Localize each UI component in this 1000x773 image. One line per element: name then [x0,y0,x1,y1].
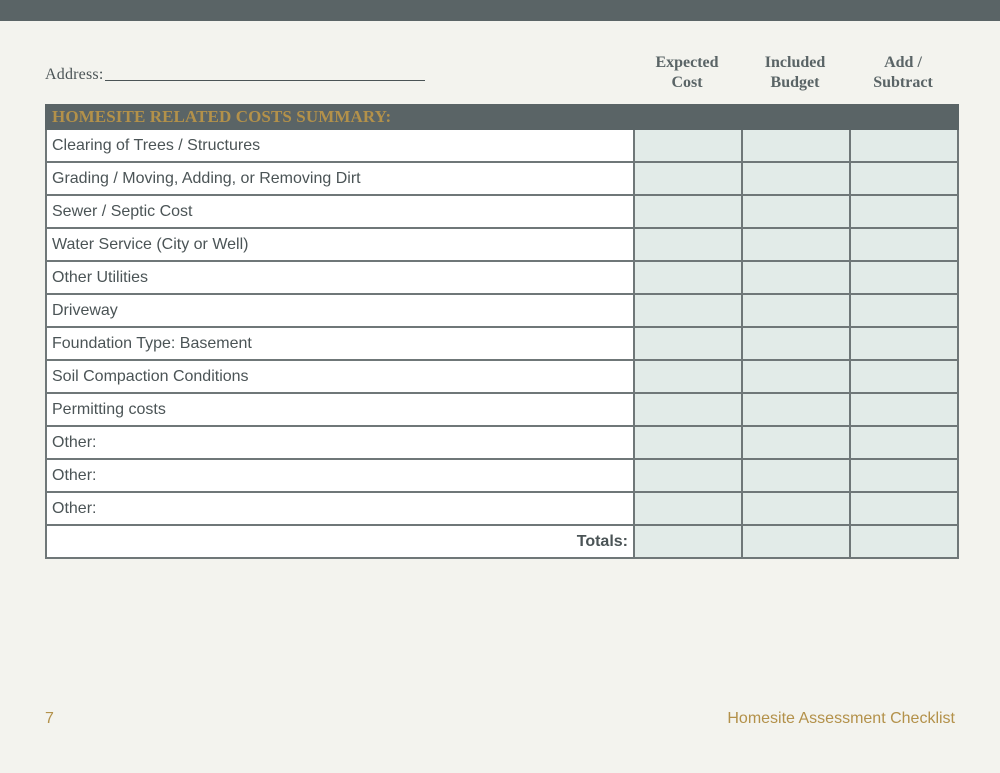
column-header-line2: Cost [671,74,703,91]
footer-title: Homesite Assessment Checklist [727,710,955,727]
add-subtract-cell[interactable] [850,129,958,162]
expected-cost-cell[interactable] [634,261,742,294]
row-label: Foundation Type: Basement [46,327,634,360]
add-subtract-cell[interactable] [850,327,958,360]
table-row [46,492,958,525]
expected-cost-cell[interactable] [634,327,742,360]
expected-cost-cell[interactable] [634,228,742,261]
section-header-row [46,105,958,129]
included-budget-cell[interactable] [742,459,850,492]
add-subtract-cell[interactable] [850,492,958,525]
costs-summary-table [45,104,959,559]
expected-cost-cell[interactable] [634,459,742,492]
table-row [46,426,958,459]
included-budget-cell[interactable] [742,129,850,162]
expected-cost-cell[interactable] [634,129,742,162]
total-expected-cost-cell[interactable] [634,525,742,558]
add-subtract-cell[interactable] [850,162,958,195]
add-subtract-cell[interactable] [850,294,958,327]
table-row [46,195,958,228]
expected-cost-cell[interactable] [634,360,742,393]
table-row [46,228,958,261]
add-subtract-cell[interactable] [850,228,958,261]
expected-cost-cell[interactable] [634,393,742,426]
row-label: Driveway [46,294,634,327]
table-row [46,360,958,393]
column-header-line1: Included [764,54,826,71]
add-subtract-cell[interactable] [850,360,958,393]
row-label: Permitting costs [46,393,634,426]
column-header-add-subtract [849,53,957,93]
total-add-subtract-cell[interactable] [850,525,958,558]
add-subtract-cell[interactable] [850,393,958,426]
address-label: Address: [45,66,104,83]
included-budget-cell[interactable] [742,294,850,327]
add-subtract-cell[interactable] [850,261,958,294]
row-label: Clearing of Trees / Structures [46,129,634,162]
totals-row [46,525,958,558]
add-subtract-cell[interactable] [850,459,958,492]
page-number: 7 [45,710,54,727]
totals-label: Totals: [46,525,634,558]
row-label: Other: [46,492,634,525]
row-label: Other: [46,459,634,492]
table-row [46,393,958,426]
included-budget-cell[interactable] [742,261,850,294]
table-row [46,129,958,162]
expected-cost-cell[interactable] [634,195,742,228]
table-row [46,294,958,327]
expected-cost-cell[interactable] [634,162,742,195]
included-budget-cell[interactable] [742,327,850,360]
included-budget-cell[interactable] [742,393,850,426]
expected-cost-cell[interactable] [634,492,742,525]
included-budget-cell[interactable] [742,426,850,459]
row-label: Other: [46,426,634,459]
add-subtract-cell[interactable] [850,426,958,459]
included-budget-cell[interactable] [742,228,850,261]
address-field [45,66,425,84]
column-header-expected-cost [633,53,741,93]
address-blank-line[interactable] [105,80,425,81]
row-label: Other Utilities [46,261,634,294]
row-label: Water Service (City or Well) [46,228,634,261]
table-row [46,261,958,294]
included-budget-cell[interactable] [742,195,850,228]
column-header-included-budget [741,53,849,93]
column-header-line2: Budget [770,74,820,91]
column-header-line1: Add / [884,54,922,71]
column-header-line2: Subtract [873,74,933,91]
included-budget-cell[interactable] [742,360,850,393]
add-subtract-cell[interactable] [850,195,958,228]
section-title: HOMESITE RELATED COSTS SUMMARY: [46,105,958,129]
table-row [46,162,958,195]
table-row [46,327,958,360]
included-budget-cell[interactable] [742,492,850,525]
row-label: Soil Compaction Conditions [46,360,634,393]
expected-cost-cell[interactable] [634,294,742,327]
expected-cost-cell[interactable] [634,426,742,459]
table-row [46,459,958,492]
included-budget-cell[interactable] [742,162,850,195]
top-bar [0,0,1000,21]
row-label: Sewer / Septic Cost [46,195,634,228]
column-header-line1: Expected [655,54,719,71]
total-included-budget-cell[interactable] [742,525,850,558]
row-label: Grading / Moving, Adding, or Removing Dirt [46,162,634,195]
